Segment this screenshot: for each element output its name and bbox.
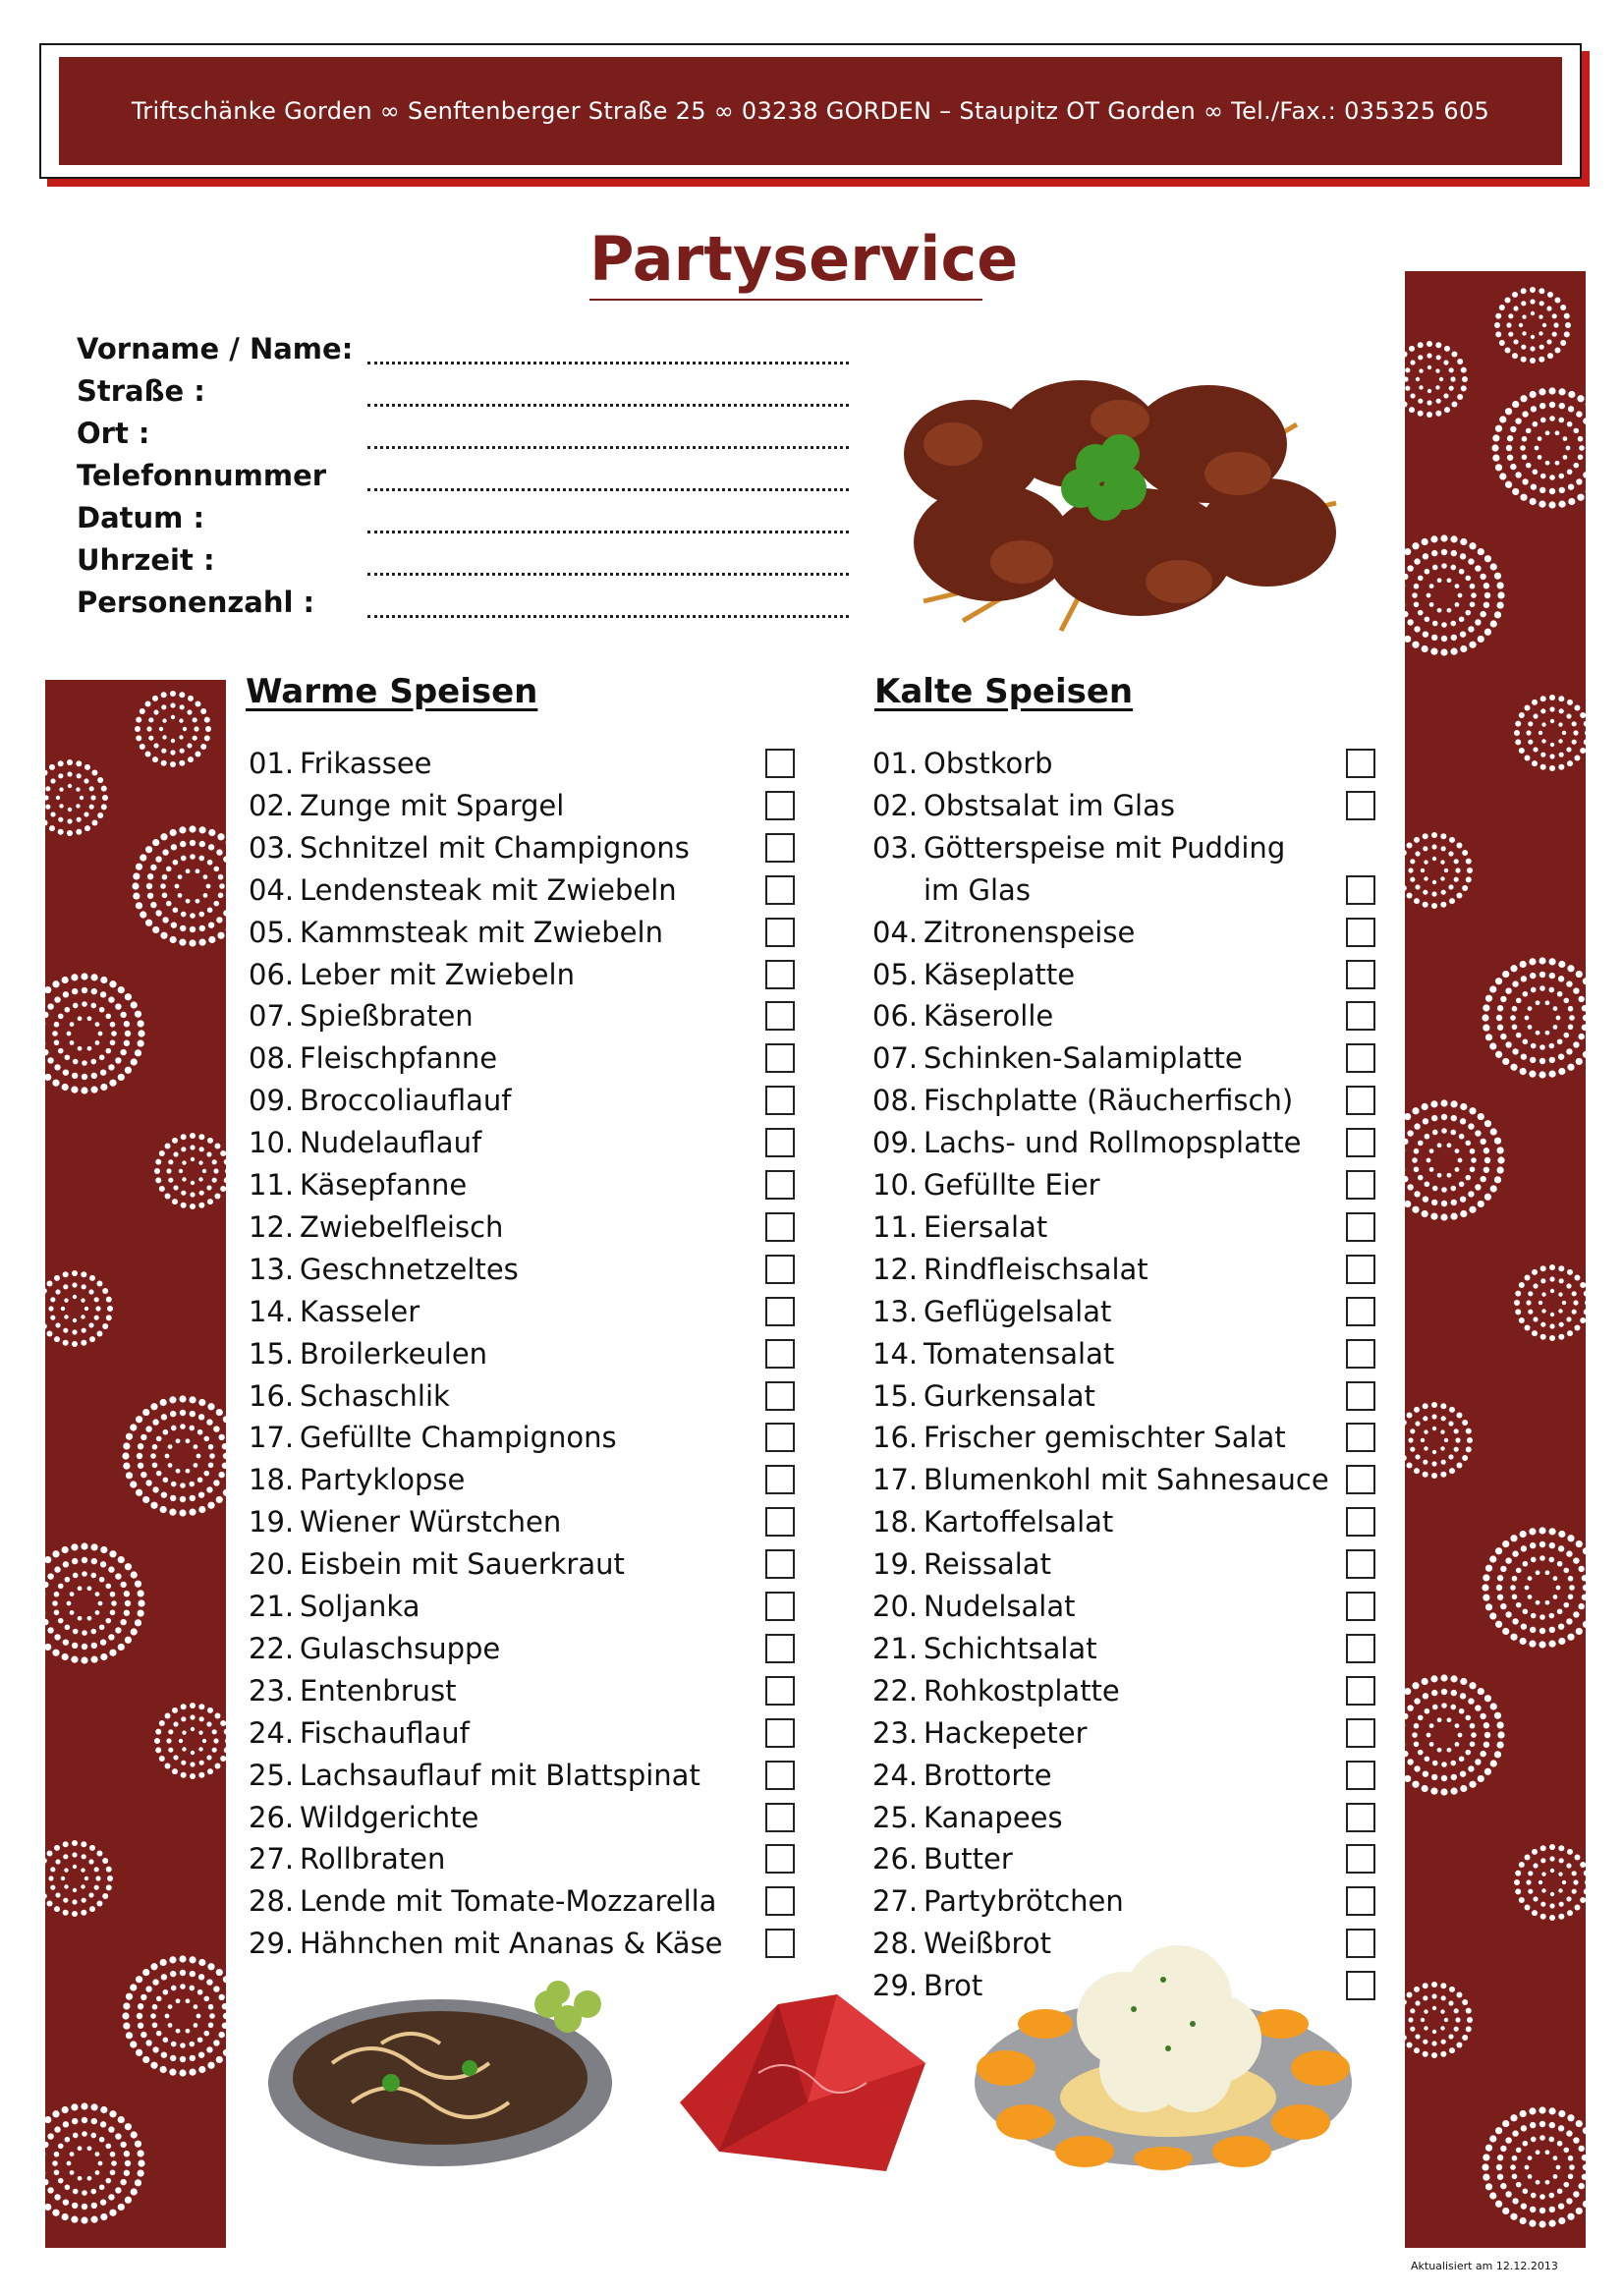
menu-item bbox=[249, 1421, 617, 1454]
menu-item-name: Käsepfanne bbox=[300, 1168, 468, 1202]
menu-item-name: Fleischpfanne bbox=[300, 1041, 498, 1076]
menu-item-number: 11. bbox=[249, 1168, 295, 1202]
menu-item-number: 28. bbox=[872, 1927, 919, 1961]
menu-item-checkbox[interactable] bbox=[1346, 1001, 1375, 1031]
menu-item-number: 04. bbox=[249, 872, 295, 907]
form-fill-line[interactable] bbox=[367, 615, 849, 618]
menu-item-checkbox[interactable] bbox=[765, 918, 795, 947]
menu-item-number: 13. bbox=[249, 1252, 295, 1286]
menu-item-name: Reissalat bbox=[923, 1547, 1051, 1582]
menu-item-checkbox[interactable] bbox=[765, 1886, 795, 1916]
menu-item-number: 29. bbox=[249, 1927, 295, 1961]
menu-item bbox=[872, 1801, 1063, 1834]
menu-item-number: 06. bbox=[249, 957, 295, 991]
menu-item-checkbox[interactable] bbox=[765, 1001, 795, 1031]
menu-item-name: Rindfleischsalat bbox=[923, 1252, 1148, 1286]
menu-item-checkbox[interactable] bbox=[1346, 1170, 1375, 1200]
menu-item-checkbox[interactable] bbox=[1346, 1761, 1375, 1790]
menu-item-checkbox[interactable] bbox=[765, 1339, 795, 1369]
menu-item bbox=[249, 1253, 519, 1286]
menu-item bbox=[872, 1421, 1286, 1454]
menu-item bbox=[249, 1927, 723, 1960]
menu-item bbox=[249, 1590, 420, 1623]
menu-item-number: 26. bbox=[872, 1842, 919, 1876]
warm-dishes-heading: Warme Speisen bbox=[246, 672, 538, 711]
menu-item-name: Lende mit Tomate-Mozzarella bbox=[300, 1884, 717, 1919]
menu-item bbox=[872, 1590, 1075, 1623]
menu-item-checkbox[interactable] bbox=[1346, 1507, 1375, 1537]
menu-item-checkbox[interactable] bbox=[765, 1549, 795, 1579]
form-fill-line[interactable] bbox=[367, 488, 849, 491]
menu-item bbox=[249, 1547, 625, 1581]
menu-item bbox=[872, 747, 1053, 780]
menu-item-number: 21. bbox=[872, 1631, 919, 1665]
menu-item bbox=[872, 1716, 1088, 1750]
menu-item-number: 17. bbox=[872, 1463, 919, 1497]
menu-item-name: Schaschlik bbox=[300, 1378, 450, 1413]
menu-item bbox=[249, 1759, 700, 1792]
menu-item bbox=[249, 1801, 478, 1834]
menu-item-checkbox[interactable] bbox=[765, 1929, 795, 1958]
menu-item-checkbox[interactable] bbox=[765, 1212, 795, 1242]
menu-item-number: 03. bbox=[249, 830, 295, 865]
menu-item-checkbox[interactable] bbox=[1346, 1212, 1375, 1242]
menu-item bbox=[249, 831, 690, 865]
menu-item-number: 01. bbox=[249, 747, 295, 780]
menu-item-number: 04. bbox=[872, 915, 919, 949]
menu-item bbox=[249, 958, 575, 991]
menu-item bbox=[872, 1210, 1047, 1244]
menu-item bbox=[872, 789, 1175, 822]
menu-item-name: Broilerkeulen bbox=[300, 1336, 488, 1371]
menu-item-name: Fischplatte (Räucherfisch) bbox=[923, 1084, 1294, 1118]
menu-item-number: 20. bbox=[872, 1590, 919, 1623]
form-fill-line[interactable] bbox=[367, 404, 849, 407]
menu-item-number: 12. bbox=[249, 1209, 295, 1244]
menu-item bbox=[249, 1842, 445, 1876]
menu-item-number: 02. bbox=[249, 788, 295, 822]
menu-item-checkbox[interactable] bbox=[1346, 1803, 1375, 1832]
menu-item bbox=[249, 1505, 561, 1539]
menu-item-name: Lendensteak mit Zwiebeln bbox=[300, 872, 677, 907]
menu-item-number: 22. bbox=[249, 1631, 295, 1665]
menu-item-name: Kammsteak mit Zwiebeln bbox=[300, 915, 663, 949]
menu-item-number: 20. bbox=[249, 1547, 295, 1582]
menu-item bbox=[872, 1884, 1124, 1918]
menu-item-number: 16. bbox=[249, 1378, 295, 1413]
menu-item bbox=[872, 916, 1135, 949]
menu-item-name: Schichtsalat bbox=[923, 1631, 1097, 1665]
menu-item-checkbox[interactable] bbox=[765, 749, 795, 778]
menu-item bbox=[872, 958, 1075, 991]
menu-item-number: 19. bbox=[872, 1547, 919, 1582]
menu-item-number: 27. bbox=[249, 1842, 295, 1876]
menu-item-name: Gefüllte Eier bbox=[923, 1168, 1100, 1202]
menu-item bbox=[249, 1295, 420, 1328]
menu-item bbox=[249, 1884, 716, 1918]
form-label: Personenzahl : bbox=[77, 586, 315, 619]
menu-item bbox=[872, 1337, 1114, 1371]
menu-item bbox=[249, 1041, 497, 1075]
menu-item-checkbox[interactable] bbox=[765, 1507, 795, 1537]
menu-item-number: 25. bbox=[249, 1758, 295, 1792]
menu-item-checkbox[interactable] bbox=[1346, 1718, 1375, 1748]
menu-item-checkbox[interactable] bbox=[1346, 1381, 1375, 1411]
menu-item-name: Spießbraten bbox=[300, 999, 474, 1034]
menu-item bbox=[249, 747, 432, 780]
menu-item-name: Broccoliauflauf bbox=[300, 1084, 512, 1118]
menu-item-checkbox[interactable] bbox=[1346, 1886, 1375, 1916]
menu-item bbox=[249, 1716, 470, 1750]
menu-item-name: Käserolle bbox=[923, 999, 1054, 1034]
menu-item-number: 27. bbox=[872, 1884, 919, 1919]
menu-item-checkbox[interactable] bbox=[765, 833, 795, 863]
menu-item-checkbox[interactable] bbox=[1346, 1339, 1375, 1369]
menu-item-name: Nudelsalat bbox=[923, 1590, 1076, 1623]
menu-item bbox=[872, 1379, 1095, 1413]
menu-item-checkbox[interactable] bbox=[765, 1718, 795, 1748]
menu-item bbox=[249, 1632, 500, 1665]
menu-item-name: Weißbrot bbox=[923, 1927, 1051, 1961]
menu-item-name: Nudelauflauf bbox=[300, 1126, 482, 1160]
menu-item-checkbox[interactable] bbox=[765, 1086, 795, 1115]
menu-item bbox=[249, 1337, 487, 1371]
menu-item-number: 28. bbox=[249, 1884, 295, 1919]
menu-item bbox=[872, 831, 1285, 865]
menu-item-name: Lachs- und Rollmopsplatte bbox=[923, 1126, 1302, 1160]
menu-item bbox=[872, 1759, 1052, 1792]
page-title: Partyservice bbox=[589, 224, 982, 301]
menu-item-number: 25. bbox=[872, 1800, 919, 1834]
form-label: Vorname / Name: bbox=[77, 332, 354, 365]
last-updated-note: Aktualisiert am 12.12.2013 bbox=[1411, 2260, 1558, 2272]
menu-item bbox=[249, 1126, 481, 1159]
menu-item-name: Kanapees bbox=[923, 1800, 1063, 1834]
menu-item bbox=[872, 1295, 1111, 1328]
menu-item-name: Obstkorb bbox=[923, 747, 1053, 780]
menu-item bbox=[249, 1379, 450, 1413]
menu-item-number: 19. bbox=[249, 1505, 295, 1540]
menu-item-name: Kartoffelsalat bbox=[923, 1505, 1114, 1540]
menu-item-name: Gulaschsuppe bbox=[300, 1631, 501, 1665]
menu-item-name: Gurkensalat bbox=[923, 1378, 1095, 1413]
menu-item-continuation: im Glas bbox=[923, 872, 1031, 907]
form-fill-line[interactable] bbox=[367, 446, 849, 449]
dot-pattern bbox=[1405, 271, 1586, 2248]
menu-item-number: 01. bbox=[872, 747, 919, 780]
menu-item-name: Butter bbox=[923, 1842, 1013, 1876]
menu-item-name: Partyklopse bbox=[300, 1463, 466, 1497]
cold-dishes-heading: Kalte Speisen bbox=[874, 672, 1134, 711]
menu-item-checkbox[interactable] bbox=[765, 960, 795, 989]
menu-item bbox=[872, 1126, 1301, 1159]
menu-item-number: 08. bbox=[872, 1084, 919, 1118]
menu-item-number: 02. bbox=[872, 788, 919, 822]
menu-item-number: 23. bbox=[249, 1673, 295, 1708]
menu-item-checkbox[interactable] bbox=[1346, 1128, 1375, 1157]
menu-item-name: Entenbrust bbox=[300, 1673, 457, 1708]
form-row bbox=[77, 543, 863, 583]
menu-item-checkbox[interactable] bbox=[765, 1043, 795, 1073]
menu-item-number: 16. bbox=[872, 1421, 919, 1455]
menu-item-name: Brot bbox=[923, 1969, 983, 2003]
menu-item-checkbox[interactable] bbox=[1346, 1297, 1375, 1326]
menu-item-number: 06. bbox=[872, 999, 919, 1034]
menu-item-name: Hähnchen mit Ananas & Käse bbox=[300, 1927, 723, 1961]
menu-item bbox=[249, 999, 474, 1033]
menu-item-name: Obstsalat im Glas bbox=[923, 788, 1175, 822]
menu-item bbox=[249, 1463, 465, 1496]
menu-item-checkbox[interactable] bbox=[765, 1634, 795, 1663]
menu-item-checkbox[interactable] bbox=[1346, 960, 1375, 989]
menu-item bbox=[872, 1253, 1148, 1286]
form-label: Datum : bbox=[77, 501, 205, 534]
menu-item-number: 24. bbox=[249, 1715, 295, 1750]
form-row bbox=[77, 417, 863, 456]
menu-item-checkbox[interactable] bbox=[765, 1465, 795, 1494]
menu-item-name: Geflügelsalat bbox=[923, 1294, 1112, 1328]
menu-item bbox=[872, 1842, 1013, 1876]
menu-item bbox=[872, 1505, 1113, 1539]
menu-item bbox=[872, 1041, 1243, 1075]
menu-item-name: Tomatensalat bbox=[923, 1336, 1115, 1371]
menu-item-name: Fischauflauf bbox=[300, 1715, 470, 1750]
decorative-band-left bbox=[45, 680, 226, 2248]
menu-item-name: Leber mit Zwiebeln bbox=[300, 957, 575, 991]
menu-item-checkbox[interactable] bbox=[765, 1844, 795, 1874]
form-label: Ort : bbox=[77, 417, 150, 450]
menu-item bbox=[872, 1168, 1100, 1202]
menu-item-checkbox[interactable] bbox=[765, 1761, 795, 1790]
menu-item-checkbox[interactable] bbox=[765, 875, 795, 905]
menu-item-number: 13. bbox=[872, 1294, 919, 1328]
cauliflower-platter-photo bbox=[967, 1931, 1360, 2171]
menu-item-name: Zitronenspeise bbox=[923, 915, 1136, 949]
menu-item bbox=[249, 873, 677, 907]
menu-item-number: 24. bbox=[872, 1758, 919, 1792]
menu-item bbox=[249, 1084, 511, 1117]
menu-item-checkbox[interactable] bbox=[1346, 1844, 1375, 1874]
menu-item-number: 05. bbox=[249, 915, 295, 949]
menu-item-name: Eiersalat bbox=[923, 1209, 1048, 1244]
menu-item bbox=[249, 1674, 457, 1708]
menu-item bbox=[249, 916, 663, 949]
menu-item-number: 26. bbox=[249, 1800, 295, 1834]
menu-item-name: Hackepeter bbox=[923, 1715, 1088, 1750]
form-row bbox=[77, 586, 863, 625]
menu-item-number: 23. bbox=[872, 1715, 919, 1750]
menu-item-name: Götterspeise mit Pudding bbox=[923, 830, 1286, 865]
menu-item-checkbox[interactable] bbox=[1346, 1676, 1375, 1706]
menu-item-checkbox[interactable] bbox=[765, 1297, 795, 1326]
menu-item-name: Zwiebelfleisch bbox=[300, 1209, 504, 1244]
menu-item-name: Kasseler bbox=[300, 1294, 420, 1328]
menu-item-checkbox[interactable] bbox=[765, 1128, 795, 1157]
menu-item bbox=[872, 1674, 1120, 1708]
menu-item-number: 18. bbox=[249, 1463, 295, 1497]
napkin-photo bbox=[660, 1985, 945, 2181]
menu-item-number: 08. bbox=[249, 1041, 295, 1076]
menu-item-number: 10. bbox=[249, 1126, 295, 1160]
menu-item bbox=[872, 1463, 1329, 1496]
menu-item-checkbox[interactable] bbox=[1346, 1634, 1375, 1663]
menu-item-name: Blumenkohl mit Sahnesauce bbox=[923, 1463, 1329, 1497]
menu-item-name: Lachsauflauf mit Blattspinat bbox=[300, 1758, 700, 1792]
menu-item-name: Geschnetzeltes bbox=[300, 1252, 519, 1286]
menu-item-number: 17. bbox=[249, 1421, 295, 1455]
menu-item-name: Gefüllte Champignons bbox=[300, 1421, 617, 1455]
form-fill-line[interactable] bbox=[367, 531, 849, 533]
menu-item-checkbox[interactable] bbox=[1346, 1086, 1375, 1115]
menu-item-checkbox[interactable] bbox=[765, 1592, 795, 1621]
form-label: Straße : bbox=[77, 374, 205, 408]
menu-item-number: 15. bbox=[249, 1336, 295, 1371]
menu-item-number: 18. bbox=[872, 1505, 919, 1540]
menu-item-number: 05. bbox=[872, 957, 919, 991]
menu-item bbox=[872, 1547, 1051, 1581]
menu-item-name: Partybrötchen bbox=[923, 1884, 1124, 1919]
menu-item-checkbox[interactable] bbox=[1346, 1423, 1375, 1452]
menu-item-name: Schnitzel mit Champignons bbox=[300, 830, 690, 865]
menu-item-number: 14. bbox=[249, 1294, 295, 1328]
menu-item-name: Brottorte bbox=[923, 1758, 1052, 1792]
menu-item-checkbox[interactable] bbox=[1346, 875, 1375, 905]
menu-item-name: Soljanka bbox=[300, 1590, 420, 1623]
menu-item-checkbox[interactable] bbox=[765, 1423, 795, 1452]
menu-item-checkbox[interactable] bbox=[1346, 1465, 1375, 1494]
menu-item-checkbox[interactable] bbox=[765, 1170, 795, 1200]
skewer-photo bbox=[884, 365, 1352, 641]
form-fill-line[interactable] bbox=[367, 573, 849, 576]
menu-item-checkbox[interactable] bbox=[1346, 1549, 1375, 1579]
menu-item-name: Wildgerichte bbox=[300, 1800, 479, 1834]
form-row bbox=[77, 459, 863, 498]
menu-item-number: 09. bbox=[872, 1126, 919, 1160]
menu-item-number: 15. bbox=[872, 1378, 919, 1413]
menu-item-name: Frikassee bbox=[300, 747, 432, 780]
menu-item-name: Schinken-Salamiplatte bbox=[923, 1041, 1243, 1076]
menu-item-number: 14. bbox=[872, 1336, 919, 1371]
menu-item-name: Frischer gemischter Salat bbox=[923, 1421, 1286, 1455]
menu-item-number: 07. bbox=[872, 1041, 919, 1076]
form-label: Telefonnummer bbox=[77, 459, 327, 492]
menu-item-number: 11. bbox=[872, 1209, 919, 1244]
menu-item-checkbox[interactable] bbox=[1346, 1255, 1375, 1284]
menu-item-checkbox[interactable] bbox=[765, 1676, 795, 1706]
header-banner bbox=[59, 57, 1562, 165]
dot-pattern bbox=[45, 680, 226, 2248]
meat-platter-photo bbox=[263, 1975, 627, 2171]
menu-item-number: 10. bbox=[872, 1168, 919, 1202]
menu-item-number: 21. bbox=[249, 1590, 295, 1623]
menu-item-name: Wiener Würstchen bbox=[300, 1505, 562, 1540]
menu-item-checkbox[interactable] bbox=[765, 791, 795, 820]
menu-item bbox=[872, 1084, 1293, 1117]
menu-item-checkbox[interactable] bbox=[1346, 749, 1375, 778]
menu-item-name: Käseplatte bbox=[923, 957, 1076, 991]
form-row bbox=[77, 501, 863, 540]
menu-item bbox=[872, 1632, 1097, 1665]
menu-item-checkbox[interactable] bbox=[1346, 918, 1375, 947]
menu-item-name: Rollbraten bbox=[300, 1842, 446, 1876]
menu-item-name: Eisbein mit Sauerkraut bbox=[300, 1547, 625, 1582]
form-fill-line[interactable] bbox=[367, 362, 849, 364]
menu-item-checkbox[interactable] bbox=[1346, 1043, 1375, 1073]
header-address: Triftschänke Gorden ∞ Senftenberger Straße 25 ∞ 03238 GORDEN – Staupitz OT Gorden ∞ Tel./Fax.: 035325 605 bbox=[131, 97, 1490, 125]
form-row bbox=[77, 332, 863, 371]
menu-item-name: Rohkostplatte bbox=[923, 1673, 1120, 1708]
menu-item-checkbox[interactable] bbox=[765, 1381, 795, 1411]
menu-item bbox=[249, 1168, 467, 1202]
menu-item-number: 29. bbox=[872, 1969, 919, 2003]
menu-item-number: 03. bbox=[872, 830, 919, 865]
menu-item bbox=[872, 999, 1053, 1033]
menu-item bbox=[249, 789, 564, 822]
form-label: Uhrzeit : bbox=[77, 543, 215, 577]
menu-item-number: 09. bbox=[249, 1084, 295, 1118]
menu-item-checkbox[interactable] bbox=[1346, 791, 1375, 820]
menu-item-number: 07. bbox=[249, 999, 295, 1034]
decorative-band-right bbox=[1405, 271, 1586, 2248]
menu-item-number: 22. bbox=[872, 1673, 919, 1708]
form-row bbox=[77, 374, 863, 414]
menu-item-checkbox[interactable] bbox=[765, 1255, 795, 1284]
menu-item-number: 12. bbox=[872, 1252, 919, 1286]
menu-item-checkbox[interactable] bbox=[765, 1803, 795, 1832]
menu-item-checkbox[interactable] bbox=[1346, 1592, 1375, 1621]
menu-item-name: Zunge mit Spargel bbox=[300, 788, 565, 822]
menu-item bbox=[249, 1210, 503, 1244]
